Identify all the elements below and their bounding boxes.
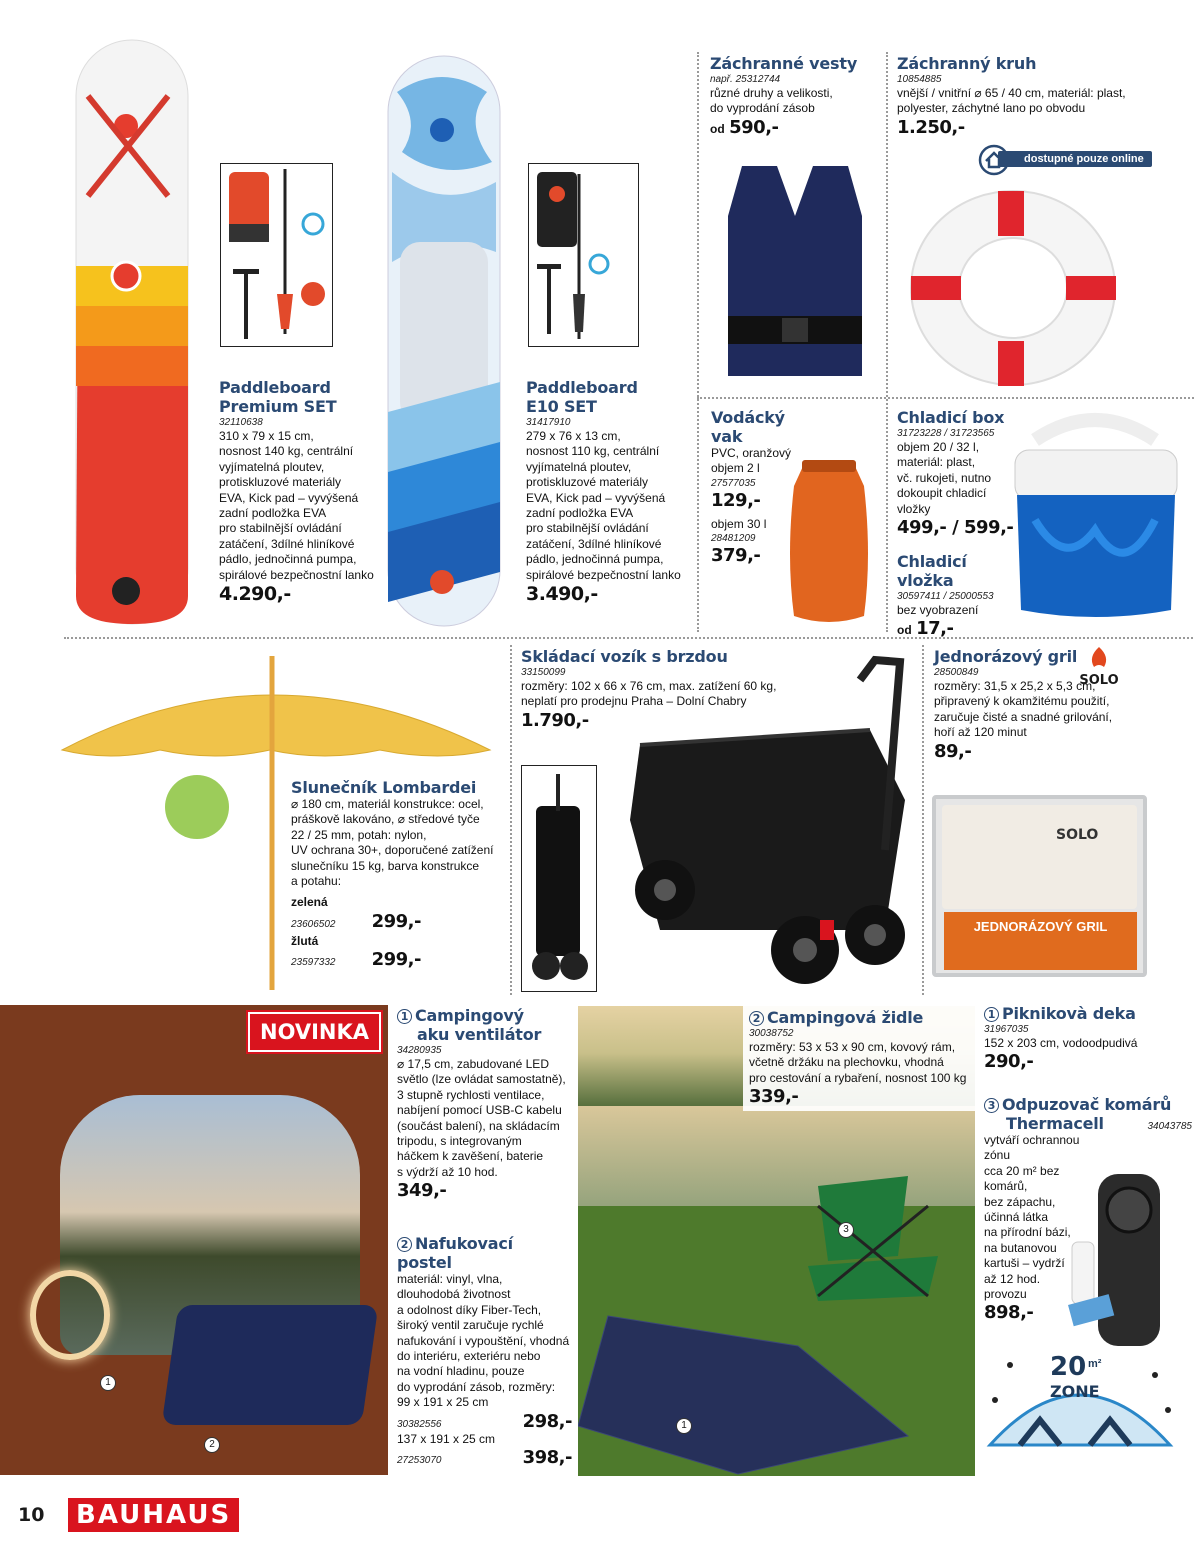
divider (886, 52, 888, 632)
photo-marker-airbed: 2 (204, 1437, 220, 1453)
paddleboard-e10-accessories-image (528, 163, 639, 347)
life-ring-image (906, 186, 1120, 390)
paddleboard-e10-info (526, 378, 696, 605)
tent-photo (0, 1005, 388, 1475)
fan-price: 349,- (397, 1180, 447, 1202)
vests-desc: různé druhy a velikosti, do vyprodání zásob (710, 86, 833, 116)
coolpack-desc: bez vyobrazení (897, 603, 979, 617)
blanket-desc: 152 x 203 cm, vodoodpudivá (984, 1036, 1138, 1050)
airbed-info (397, 1234, 572, 1468)
coolbox-title: Chladicí box (897, 408, 1005, 427)
green-swatch (165, 775, 229, 839)
airbed-v2-price: 398,- (522, 1447, 572, 1469)
online-only-badge (978, 148, 1144, 172)
solo-logo-text: SOLO (1079, 673, 1119, 688)
thermacell-image (1068, 1170, 1168, 1350)
airbed-v2-label: 137 x 191 x 25 cm (397, 1431, 496, 1446)
coolbox-image (1005, 410, 1185, 625)
umbrella-v1-price: 299,- (371, 910, 421, 932)
grill-box-logo: SOLO (1056, 827, 1099, 843)
coolpack-price-prefix: od (897, 623, 912, 638)
vests-price: 590,- (729, 116, 779, 138)
chair-info (743, 1006, 978, 1111)
repeller-code: 34043785 (1147, 1121, 1192, 1132)
dry-bag-image (784, 456, 874, 626)
fan-desc: ⌀ 17,5 cm, zabudované LED světlo (lze ovládat samostatně), 3 stupně rychlosti ventilace, nabíjení pomocí USB-C kabelu (součást balení), na skládacím tripodu, s integrovaným háčkem k zavěšení, baterie s výdrží až 10 hod. (397, 1057, 566, 1179)
divider (64, 637, 1195, 639)
zone-unit: m² (1088, 1358, 1102, 1370)
zone-label: ZONE (1050, 1382, 1100, 1401)
repeller-title-2: Thermacell (1006, 1114, 1104, 1133)
vests-price-prefix: od (710, 121, 725, 136)
bauhaus-logo: BAUHAUS (68, 1498, 239, 1532)
folding-cart-image (620, 650, 920, 995)
paddleboard-e10-title-1: Paddleboard (526, 378, 638, 397)
vests-info (710, 54, 880, 138)
paddleboard-e10-desc: 279 x 76 x 13 cm, nosnost 110 kg, centrální vyjímatelná ploutev, protiskluzové materiály EVA, Kick pad – vyvýšená zadní podložka EVA pro stabilnější ovládání zatáčení, 3dílné hliníkové pádlo, jednočinná pumpa, spirálové bezpečnostní lanko (526, 429, 681, 582)
ring-price: 1.250,- (897, 116, 965, 138)
drybag-title: Vodácký vak (711, 408, 785, 446)
umbrella-v1-label: zelená (291, 895, 328, 910)
novinka-badge-label: NOVINKA (248, 1012, 381, 1052)
airbed-v1-label: 99 x 191 x 25 cm (397, 1395, 489, 1410)
ring-title: Záchranný kruh (897, 54, 1037, 73)
coolpack-price: 17,- (916, 618, 954, 640)
airbed-v1-price: 298,- (522, 1410, 572, 1432)
ring-info (897, 54, 1192, 138)
grill-box-label: JEDNORÁZOVÝ GRIL (944, 912, 1137, 970)
paddleboard-premium-title-2: Premium SET (219, 397, 337, 416)
repeller-title-1: Odpuzovač komárů (1002, 1095, 1172, 1114)
disposable-grill-image (932, 795, 1147, 977)
paddleboard-premium-image (68, 36, 198, 628)
solo-logo (1072, 645, 1126, 688)
paddleboard-e10-price: 3.490,- (526, 583, 598, 606)
grill-title: Jednorázový gril (934, 647, 1078, 666)
coolbox-code: 31723228 / 31723565 (897, 428, 995, 439)
umbrella-v2-price: 299,- (371, 949, 421, 971)
page-number: 10 (18, 1504, 45, 1526)
vests-title: Záchranné vesty (710, 54, 858, 73)
drybag-v1-price: 129,- (711, 489, 761, 511)
airbed-v2-code: 27253070 (397, 1455, 442, 1467)
drybag-v2-label: objem 30 l (711, 516, 767, 531)
photo-marker-chair: 3 (838, 1222, 854, 1238)
paddleboard-e10-image (382, 52, 506, 630)
blanket-code: 31967035 (984, 1024, 1029, 1035)
paddleboard-premium-code: 32110638 (219, 417, 263, 428)
umbrella-desc: ⌀ 180 cm, materiál konstrukce: ocel, práškově lakováno, ⌀ středové tyče 22 / 25 mm, potah: nylon, UV ochrana 30+, doporučené zatížení slunečníku 15 kg, barva konstrukce a potahu: (291, 797, 494, 889)
cart-price: 1.790,- (521, 709, 589, 731)
zone-badge (980, 1350, 1180, 1450)
repeller-desc: vytváří ochrannou zónu cca 20 m² bez komárů, bez zápachu, účinná látka na přírodní bázi, na butanovou kartuši – vydrží až 12 hod. provozu (984, 1133, 1080, 1302)
blanket-price: 290,- (984, 1051, 1034, 1073)
fan-title-2: aku ventilátor (417, 1025, 542, 1044)
airbed-v1-code: 30382556 (397, 1418, 442, 1430)
umbrella-title: Slunečník Lombardei (291, 778, 477, 797)
paddleboard-premium-accessories-image (220, 163, 333, 347)
cart-folded-image (521, 765, 597, 992)
divider (697, 52, 699, 632)
divider (922, 645, 924, 995)
coolpack-title: Chladicí vložka (897, 552, 967, 590)
airbed-title: Nafukovací postel (397, 1234, 513, 1272)
photo-marker-blanket: 1 (676, 1418, 692, 1434)
picnic-blanket-image (578, 1306, 975, 1476)
divider (0, 997, 1195, 999)
cart-code: 33150099 (521, 667, 566, 678)
coolpack-code: 30597411 / 25000553 (897, 591, 994, 602)
paddleboard-premium-price: 4.290,- (219, 583, 291, 606)
chair-price: 339,- (749, 1086, 799, 1108)
drybag-v2-price: 379,- (711, 545, 761, 567)
divider (510, 645, 512, 995)
drybag-desc: PVC, oranžový (711, 446, 792, 460)
cart-title: Skládací vozík s brzdou (521, 647, 728, 666)
fan-code: 34280935 (397, 1045, 442, 1056)
grill-code: 28500849 (934, 667, 979, 678)
flame-icon (1084, 645, 1114, 669)
chair-desc: rozměry: 53 x 53 x 90 cm, kovový rám, včetně držáku na plechovku, vhodná pro cestování a rybaření, nosnost 100 kg (749, 1040, 967, 1085)
novinka-badge (248, 1012, 381, 1052)
coolpack-info (897, 552, 1027, 639)
online-only-badge-label: dostupné pouze online (998, 151, 1152, 167)
grill-info (934, 647, 1194, 762)
blanket-title: Piknikovà deka (1002, 1004, 1136, 1023)
umbrella-v2-code: 23597332 (291, 957, 336, 969)
umbrella-v2-label: žlutá (291, 933, 319, 948)
chair-code: 30038752 (749, 1028, 794, 1039)
paddleboard-premium-title-1: Paddleboard (219, 378, 331, 397)
paddleboard-e10-title-2: E10 SET (526, 397, 597, 416)
drybag-v1-label: objem 2 l (711, 461, 760, 476)
photo-marker-fan: 1 (100, 1375, 116, 1391)
drybag-v1-code: 27577035 (711, 477, 756, 489)
paddleboard-premium-info (219, 378, 389, 605)
drybag-v2-code: 28481209 (711, 533, 756, 545)
divider (697, 397, 1195, 399)
fan-title-1: Campingový (415, 1006, 524, 1025)
chair-number-badge: 2 (749, 1011, 764, 1026)
airbed-desc: materiál: vinyl, vlna, dlouhodobá životnost a odolnost díky Fiber-Tech, široký ventil zaručuje rychlé nafukování i vypouštění, vhodná do interiéru, exteriéru nebo na vodní hladinu, pouze do vyprodání zásob, rozměry: (397, 1272, 570, 1394)
grill-price: 89,- (934, 740, 972, 762)
chair-title: Campingová židle (767, 1008, 924, 1027)
fan-number-badge: 1 (397, 1009, 412, 1024)
coolbox-desc: objem 20 / 32 l, materiál: plast, vč. rukojeti, nutno dokoupit chladicí vložky (897, 440, 992, 516)
blanket-number-badge: 1 (984, 1007, 999, 1022)
ring-desc: vnější / vnitřní ⌀ 65 / 40 cm, materiál: plast, polyester, záchytné lano po obvodu (897, 86, 1126, 116)
fan-info (397, 1006, 577, 1201)
blanket-info (984, 1004, 1189, 1072)
ring-code: 10854885 (897, 74, 942, 85)
paddleboard-premium-desc: 310 x 79 x 15 cm, nosnost 140 kg, centrální vyjímatelná ploutev, protiskluzové materiály EVA, Kick pad – vyvýšená zadní podložka EVA pro stabilnější ovládání zatáčení, 3dílné hliníkové pádlo, jednočinná pumpa, spirálové bezpečnostní lanko (219, 429, 374, 582)
repeller-price: 898,- (984, 1302, 1034, 1324)
life-vest-image (722, 156, 868, 394)
umbrella-v1-code: 23606502 (291, 918, 336, 930)
cart-desc: rozměry: 102 x 66 x 76 cm, max. zatížení 60 kg, neplatí pro prodejnu Praha – Dolní Chabry (521, 679, 777, 709)
paddleboard-e10-code: 31417910 (526, 417, 571, 428)
zone-number: 20 (1050, 1352, 1087, 1382)
umbrella-info (291, 778, 506, 970)
coolbox-price: 499,- / 599,- (897, 517, 1014, 539)
grill-desc: rozměry: 31,5 x 25,2 x 5,3 cm, připravený k okamžitému použití, zaručuje čisté a snadné grilování, hoří až 120 minut (934, 679, 1113, 740)
repeller-number-badge: 3 (984, 1098, 999, 1113)
airbed-number-badge: 2 (397, 1237, 412, 1252)
vests-code: např. 25312744 (710, 74, 781, 85)
